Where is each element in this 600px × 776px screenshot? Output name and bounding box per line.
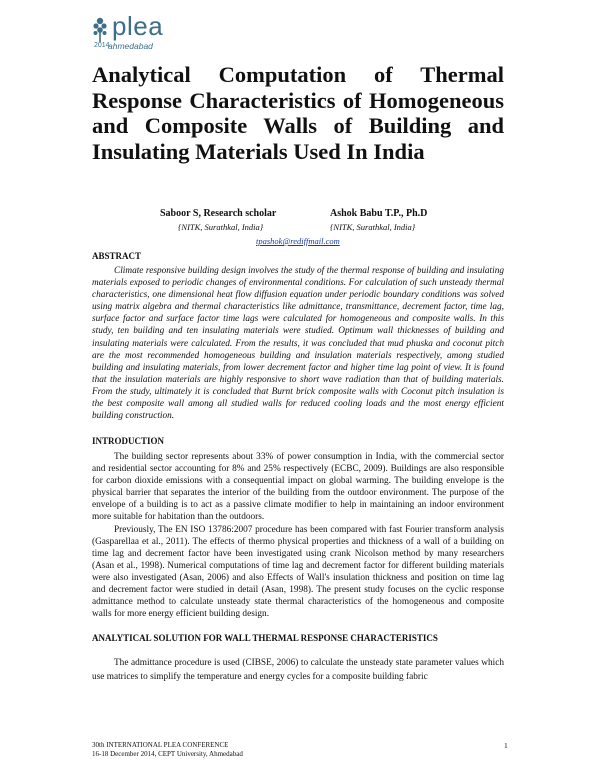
author-email[interactable]: tpashok@rediffmail.com xyxy=(256,236,340,246)
paper-title xyxy=(92,62,504,164)
abstract-body xyxy=(92,265,504,422)
author-name: Saboor S, Research scholar xyxy=(160,208,277,219)
body-paragraph: The building sector represents about 33% of power consumption in India, with the commercial sector and residential sector accounting for 8% and 25% respectively (ECBC, 2009). Buildings are also responsible for carbon dioxide emissions with a consequential impact on global warming. The building envelope is the physical barrier that separates the interior of the building from the outdoor environment. The purpose of the envelope of a building is to act as a passive climate modifier to help in maintaining an indoor environment more suitable for habitation than the outdoors. xyxy=(92,452,504,523)
analytical-heading: ANALYTICAL SOLUTION FOR WALL THERMAL RESPONSE CHARACTERISTICS xyxy=(92,633,438,643)
logo-year: 2014 xyxy=(94,42,110,49)
introduction-body xyxy=(92,451,504,620)
abstract-paragraph: Climate responsive building design involves the study of the thermal response of building and insulating materials exposed to periodic changes of environmental conditions. For calculation of such unsteady thermal characteristics, one dimensional heat flow diffusion equation under periodic boundary conditions was solved using matrix algebra and thermal characteristics like admittance, transmittance, decrement factor, time lag, surface factor and surface factor time lags were calculated for homogeneous and composite walls. In this study, ten building and ten insulating materials were studied. Optimum wall thicknesses of building and insulating materials were calculated. From the results, it was concluded that mud phuska and coconut pitch are the most recommended homogeneous building and insulation materials respectively, among studied building and insulating materials, from lower decrement factor and higher time lag point of view. It is found that the insulation materials are highly responsive to short wave radiation than that of building materials. From the study, ultimately it is concluded that Burnt brick composite walls with Coconut pitch insulation is the best composite wall among all studied walls for reduced cooling loads and the most energy efficient building construction. xyxy=(92,266,504,422)
plea-logo xyxy=(92,11,172,56)
page-number: 1 xyxy=(504,741,508,750)
author-affiliation: {NITK, Surathkal, India} xyxy=(178,222,264,232)
footer-conference: 30th INTERNATIONAL PLEA CONFERENCE xyxy=(92,741,229,749)
abstract-heading: ABSTRACT xyxy=(92,251,142,261)
body-paragraph: The admittance procedure is used (CIBSE, 2006) to calculate the unsteady state parameter values which use matrices to simplify the temperature and energy cycles for a composite building fabric xyxy=(92,658,504,682)
page-footer xyxy=(92,741,243,759)
title-line: Analytical Computation of Thermal xyxy=(92,62,504,87)
title-line: and Composite Walls of Building and xyxy=(92,113,504,138)
logo-city: ahmedabad xyxy=(108,41,153,51)
body-paragraph: Previously, The EN ISO 13786:2007 procedure has been compared with fast Fourier transform analysis (Gasparellaa et al., 2011). The effects of thermo physical properties and thickness of a wall of a building on time lag and decrement factor have been investigated using crank Nicolson method by many researchers (Asan et al., 1998). Numerical computations of time lag and decrement factor for different building materials were also investigated (Asan, 2006) and also Effects of Wall's insulation thickness and position on time lag and decrement factor were studied in detail (Asan, 1998). The present study focuses on the cyclic response admittance method to calculate unsteady state thermal characteristics of the homogeneous and composite walls for more energy efficient building design. xyxy=(92,524,504,620)
title-line: Insulating Materials Used In India xyxy=(92,138,425,164)
author-name: Ashok Babu T.P., Ph.D xyxy=(330,208,428,219)
title-line: Response Characteristics of Homogeneous xyxy=(92,87,504,113)
introduction-heading: INTRODUCTION xyxy=(92,436,165,446)
footer-date-venue: 16-18 December 2014, CEPT University, Ahmedabad xyxy=(92,750,243,758)
analytical-body xyxy=(92,657,504,684)
author-affiliation: {NITK, Surathkal, India} xyxy=(330,222,416,232)
logo-text: plea xyxy=(112,11,164,41)
